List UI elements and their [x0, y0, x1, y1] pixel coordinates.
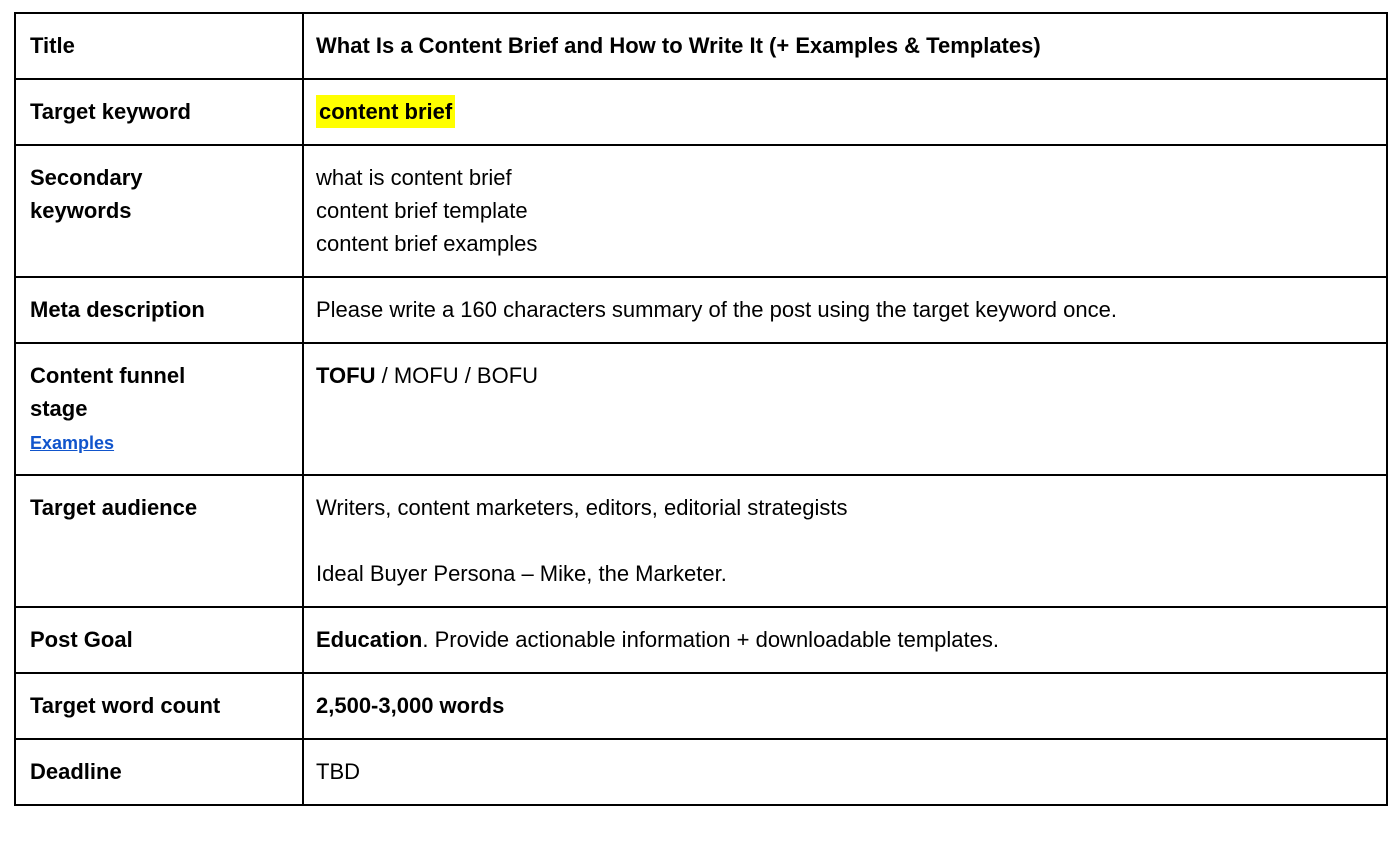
row-label-deadline: Deadline [15, 739, 303, 805]
examples-link[interactable]: Examples [30, 433, 115, 453]
content-brief-table [14, 12, 1388, 806]
keyword-line: content brief template [316, 198, 528, 223]
label-line: keywords [30, 198, 132, 223]
table-row-title [15, 13, 1387, 79]
keyword-line: what is content brief [316, 165, 512, 190]
row-value-deadline: TBD [303, 739, 1387, 805]
table-row-post-goal [15, 607, 1387, 673]
highlighted-keyword: content brief [316, 95, 455, 128]
row-value-content-funnel [303, 343, 1387, 475]
row-value-post-goal [303, 607, 1387, 673]
funnel-stage-options: / MOFU / BOFU [375, 363, 539, 388]
row-label-title: Title [15, 13, 303, 79]
buyer-persona-line: Ideal Buyer Persona – Mike, the Marketer. [316, 561, 727, 586]
table-row-meta-description [15, 277, 1387, 343]
row-value-title: What Is a Content Brief and How to Write It (+ Examples & Templates) [303, 13, 1387, 79]
table-row-target-audience [15, 475, 1387, 607]
row-value-meta-description [303, 277, 1387, 343]
keyword-line: content brief examples [316, 231, 538, 256]
table-row-target-keyword [15, 79, 1387, 145]
table-row-word-count [15, 673, 1387, 739]
label-line: Content funnel [30, 363, 186, 388]
blank-line [316, 524, 1372, 557]
row-label-target-keyword: Target keyword [15, 79, 303, 145]
label-line: Secondary [30, 165, 143, 190]
funnel-stage-selected: TOFU [316, 363, 376, 388]
audience-line: Writers, content marketers, editors, editorial strategists [316, 495, 848, 520]
row-label-word-count: Target word count [15, 673, 303, 739]
post-goal-detail: . Provide actionable information + downloadable templates. [422, 627, 999, 652]
table-row-deadline [15, 739, 1387, 805]
table-row-content-funnel [15, 343, 1387, 475]
meta-description-text: Please write a 160 characters summary of the post using the target keyword once. [316, 297, 1117, 322]
row-label-meta-description: Meta description [15, 277, 303, 343]
label-line: stage [30, 396, 88, 421]
table-row-secondary-keywords [15, 145, 1387, 277]
row-label-target-audience: Target audience [15, 475, 303, 607]
row-value-target-keyword [303, 79, 1387, 145]
row-value-secondary-keywords [303, 145, 1387, 277]
row-label-post-goal: Post Goal [15, 607, 303, 673]
row-value-target-audience [303, 475, 1387, 607]
row-value-word-count: 2,500-3,000 words [303, 673, 1387, 739]
row-label-secondary-keywords [15, 145, 303, 277]
post-goal-type: Education [316, 627, 423, 652]
row-label-content-funnel [15, 343, 303, 475]
